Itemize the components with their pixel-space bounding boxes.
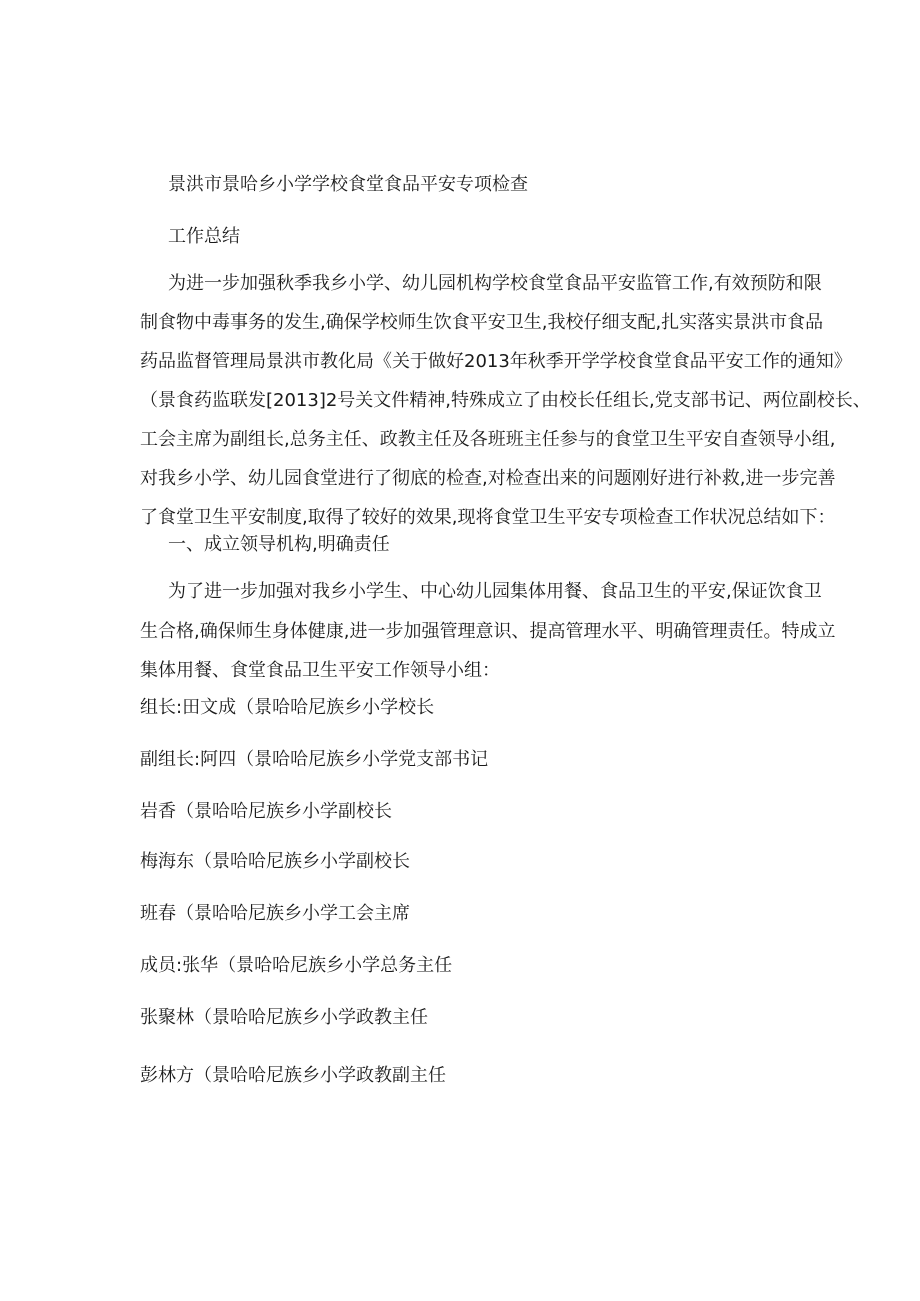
member-item: 副组长:阿四（景哈哈尼族乡小学党支部书记 <box>140 749 489 770</box>
paragraph-line: 生合格,确保师生身体健康,进一步加强管理意识、提高管理水平、明确管理责任。特成立 <box>140 621 836 642</box>
member-item: 梅海东（景哈哈尼族乡小学副校长 <box>140 851 410 872</box>
section-heading: 一、成立领导机构,明确责任 <box>168 534 390 555</box>
paragraph-line: 工会主席为副组长,总务主任、政教主任及各班班主任参与的食堂卫生平安自查领导小组, <box>140 429 836 450</box>
paragraph-line: 集体用餐、食堂食品卫生平安工作领导小组： <box>140 660 500 681</box>
paragraph-line: 对我乡小学、幼儿园食堂进行了彻底的检查,对检查出来的问题刚好进行补救,进一步完善 <box>140 468 836 489</box>
member-item: 彭林方（景哈哈尼族乡小学政教副主任 <box>140 1065 446 1086</box>
document-title: 景洪市景哈乡小学学校食堂食品平安专项检查 <box>168 174 528 195</box>
document-subtitle: 工作总结 <box>168 226 240 247</box>
member-item: 组长:田文成（景哈哈尼族乡小学校长 <box>140 697 435 718</box>
member-item: 成员:张华（景哈哈尼族乡小学总务主任 <box>140 955 453 976</box>
paragraph-line: （景食药监联发[2013]2号关文件精神,特殊成立了由校长任组长,党支部书记、两位副校长、 <box>140 390 871 411</box>
paragraph-line: 了食堂卫生平安制度,取得了较好的效果,现将食堂卫生平安专项检查工作状况总结如下： <box>140 507 836 528</box>
member-item: 岩香（景哈哈尼族乡小学副校长 <box>140 801 392 822</box>
paragraph-line: 为了进一步加强对我乡小学生、中心幼儿园集体用餐、食品卫生的平安,保证饮食卫 <box>168 581 822 602</box>
member-item: 张聚林（景哈哈尼族乡小学政教主任 <box>140 1007 428 1028</box>
member-item: 班春（景哈哈尼族乡小学工会主席 <box>140 903 410 924</box>
paragraph-line: 为进一步加强秋季我乡小学、幼儿园机构学校食堂食品平安监管工作,有效预防和限 <box>168 273 822 294</box>
paragraph-line: 药品监督管理局景洪市教化局《关于做好2013年秋季开学学校食堂食品平安工作的通知》 <box>140 351 852 372</box>
paragraph-line: 制食物中毒事务的发生,确保学校师生饮食平安卫生,我校仔细支配,扎实落实景洪市食品 <box>140 312 824 333</box>
